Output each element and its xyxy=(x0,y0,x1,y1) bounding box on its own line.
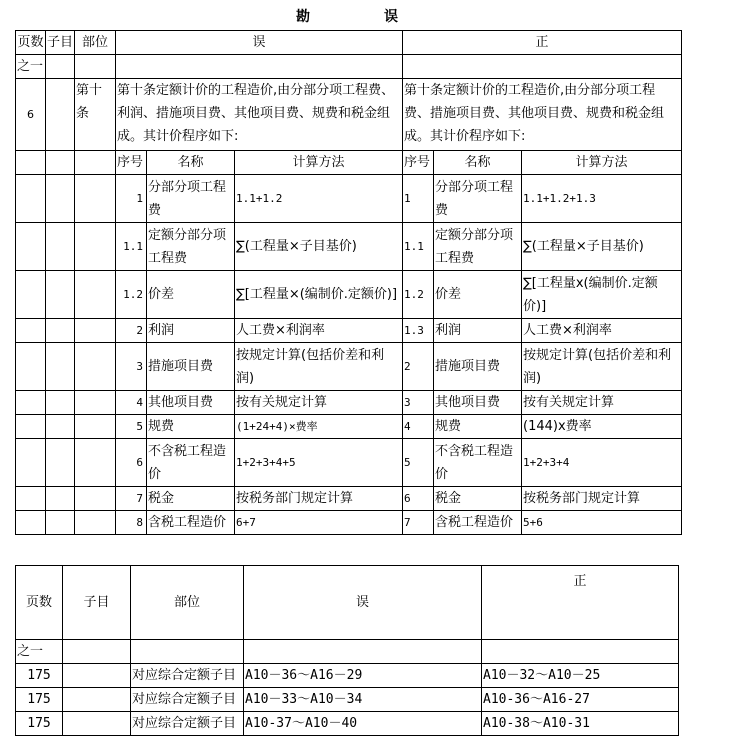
right-row-name: 价差 xyxy=(434,271,522,319)
wrong-row-name: 措施项目费 xyxy=(147,343,235,391)
empty-cell xyxy=(75,439,116,487)
header-sub: 子目 xyxy=(46,31,75,55)
right-row-method: 1.1+1.2+1.3 xyxy=(522,175,682,223)
empty-cell xyxy=(16,415,46,439)
empty-cell xyxy=(16,487,46,511)
empty-cell xyxy=(16,511,46,535)
wrong-row-no: 5 xyxy=(116,415,147,439)
wrong-row-no: 3 xyxy=(116,343,147,391)
calc-row xyxy=(16,223,682,271)
calc-row xyxy=(16,391,682,415)
clause-row xyxy=(16,79,682,151)
r-sub-method: 计算方法 xyxy=(522,151,682,175)
right-row-method: 5+6 xyxy=(522,511,682,535)
errata-table-1 xyxy=(15,30,682,535)
empty-cell xyxy=(75,415,116,439)
right-row-method: 按有关规定计算 xyxy=(522,391,682,415)
wrong-row-method: ∑[工程量×(编制价.定额价)] xyxy=(235,271,403,319)
t2-row-page: 175 xyxy=(16,664,63,688)
t2-row-right: A10-38～A10-31 xyxy=(482,712,679,736)
wrong-row-name: 利润 xyxy=(147,319,235,343)
empty-cell xyxy=(46,415,75,439)
right-row-method: 按规定计算(包括价差和利润) xyxy=(522,343,682,391)
t2-row-right: A10－32～A10－25 xyxy=(482,664,679,688)
empty-cell xyxy=(46,439,75,487)
wrong-row-no: 6 xyxy=(116,439,147,487)
t2-row-wrong: A10－36～A16－29 xyxy=(244,664,482,688)
empty-cell xyxy=(16,223,46,271)
title-char-1: 勘 xyxy=(296,9,310,25)
empty-cell xyxy=(46,391,75,415)
t2-row-right: A10-36～A16-27 xyxy=(482,688,679,712)
empty-cell xyxy=(75,343,116,391)
calc-row xyxy=(16,343,682,391)
empty-cell xyxy=(75,511,116,535)
page-title xyxy=(0,6,733,26)
t2-header-part: 部位 xyxy=(131,566,244,640)
header-wrong: 误 xyxy=(116,31,403,55)
right-row-method: ∑[工程量x(编制价.定额价)] xyxy=(522,271,682,319)
t2-row xyxy=(16,688,679,712)
right-row-method: 按税务部门规定计算 xyxy=(522,487,682,511)
empty-cell xyxy=(46,487,75,511)
wrong-row-name: 价差 xyxy=(147,271,235,319)
right-row-no: 6 xyxy=(403,487,434,511)
t2-row-wrong: A10－33～A10－34 xyxy=(244,688,482,712)
right-row-no: 3 xyxy=(403,391,434,415)
wrong-row-no: 1.1 xyxy=(116,223,147,271)
wrong-row-name: 含税工程造价 xyxy=(147,511,235,535)
wrong-row-no: 8 xyxy=(116,511,147,535)
group-row xyxy=(16,55,682,79)
wrong-row-name: 规费 xyxy=(147,415,235,439)
clause-right-text: 第十条定额计价的工程造价,由分部分项工程费、措施项目费、其他项目费、规费和税金组成。其计价程序如下: xyxy=(403,79,682,151)
empty-cell xyxy=(46,271,75,319)
t2-row-page: 175 xyxy=(16,688,63,712)
title-char-2: 误 xyxy=(384,9,398,25)
empty-cell xyxy=(75,271,116,319)
wrong-row-no: 4 xyxy=(116,391,147,415)
t2-header-row xyxy=(16,566,679,640)
wrong-row-no: 2 xyxy=(116,319,147,343)
wrong-row-name: 分部分项工程费 xyxy=(147,175,235,223)
wrong-row-method: 按有关规定计算 xyxy=(235,391,403,415)
t2-row-page: 175 xyxy=(16,712,63,736)
right-row-name: 其他项目费 xyxy=(434,391,522,415)
errata-table-2 xyxy=(15,565,679,736)
right-row-method: (144)x费率 xyxy=(522,415,682,439)
wrong-row-no: 7 xyxy=(116,487,147,511)
r-sub-no: 序号 xyxy=(403,151,434,175)
empty-cell xyxy=(75,223,116,271)
wrong-row-method: 1.1+1.2 xyxy=(235,175,403,223)
right-row-no: 5 xyxy=(403,439,434,487)
wrong-row-no: 1.2 xyxy=(116,271,147,319)
empty-cell xyxy=(75,487,116,511)
right-row-name: 利润 xyxy=(434,319,522,343)
right-row-name: 含税工程造价 xyxy=(434,511,522,535)
w-sub-method: 计算方法 xyxy=(235,151,403,175)
empty-cell xyxy=(75,319,116,343)
calc-row xyxy=(16,487,682,511)
t2-row-part: 对应综合定额子目 xyxy=(131,712,244,736)
right-row-name: 定额分部分项工程费 xyxy=(434,223,522,271)
wrong-row-name: 税金 xyxy=(147,487,235,511)
wrong-row-name: 定额分部分项工程费 xyxy=(147,223,235,271)
t2-row-wrong: A10-37～A10－40 xyxy=(244,712,482,736)
calc-row xyxy=(16,439,682,487)
wrong-row-method: 按税务部门规定计算 xyxy=(235,487,403,511)
right-row-name: 税金 xyxy=(434,487,522,511)
empty-cell xyxy=(75,175,116,223)
header-page: 页数 xyxy=(16,31,46,55)
header-row xyxy=(16,31,682,55)
wrong-row-method: 1+2+3+4+5 xyxy=(235,439,403,487)
right-row-method: 1+2+3+4 xyxy=(522,439,682,487)
empty-cell xyxy=(46,175,75,223)
right-row-name: 分部分项工程费 xyxy=(434,175,522,223)
header-part: 部位 xyxy=(75,31,116,55)
right-row-no: 1.2 xyxy=(403,271,434,319)
header-right: 正 xyxy=(403,31,682,55)
calc-row xyxy=(16,415,682,439)
right-row-no: 1.3 xyxy=(403,319,434,343)
sub-header-row xyxy=(16,151,682,175)
right-row-method: ∑(工程量×子目基价) xyxy=(522,223,682,271)
empty-cell xyxy=(16,271,46,319)
right-row-method: 人工费×利润率 xyxy=(522,319,682,343)
wrong-row-name: 其他项目费 xyxy=(147,391,235,415)
t2-row-part: 对应综合定额子目 xyxy=(131,688,244,712)
empty-cell xyxy=(46,223,75,271)
wrong-row-method: ∑(工程量×子目基价) xyxy=(235,223,403,271)
clause-page: 6 xyxy=(16,79,46,151)
t2-header-wrong: 误 xyxy=(244,566,482,640)
calc-row xyxy=(16,175,682,223)
right-row-no: 2 xyxy=(403,343,434,391)
t2-group-label: 之一 xyxy=(16,640,63,664)
calc-row xyxy=(16,319,682,343)
group-label: 之一 xyxy=(16,55,46,79)
right-row-no: 7 xyxy=(403,511,434,535)
clause-wrong-text: 第十条定额计价的工程造价,由分部分项工程费、利润、措施项目费、其他项目费、规费和税金组成。其计价程序如下: xyxy=(116,79,403,151)
wrong-row-no: 1 xyxy=(116,175,147,223)
w-sub-no: 序号 xyxy=(116,151,147,175)
wrong-row-method: 人工费×利润率 xyxy=(235,319,403,343)
w-sub-name: 名称 xyxy=(147,151,235,175)
t2-group-row xyxy=(16,640,679,664)
t2-row-part: 对应综合定额子目 xyxy=(131,664,244,688)
empty-cell xyxy=(46,343,75,391)
empty-cell xyxy=(16,391,46,415)
t2-header-sub: 子目 xyxy=(63,566,131,640)
empty-cell xyxy=(63,664,131,688)
empty-cell xyxy=(75,391,116,415)
empty-cell xyxy=(46,511,75,535)
empty-cell xyxy=(16,343,46,391)
wrong-row-method: 按规定计算(包括价差和利润) xyxy=(235,343,403,391)
right-row-name: 不含税工程造价 xyxy=(434,439,522,487)
wrong-row-name: 不含税工程造价 xyxy=(147,439,235,487)
empty-cell xyxy=(16,439,46,487)
right-row-name: 规费 xyxy=(434,415,522,439)
t2-header-page: 页数 xyxy=(16,566,63,640)
t2-row xyxy=(16,664,679,688)
right-row-no: 4 xyxy=(403,415,434,439)
right-row-no: 1.1 xyxy=(403,223,434,271)
empty-cell xyxy=(46,319,75,343)
right-row-no: 1 xyxy=(403,175,434,223)
wrong-row-method: (1+24+4)×费率 xyxy=(235,415,403,439)
t2-header-right: 正 xyxy=(482,566,679,640)
empty-cell xyxy=(16,319,46,343)
empty-cell xyxy=(63,712,131,736)
wrong-row-method: 6+7 xyxy=(235,511,403,535)
empty-cell xyxy=(16,175,46,223)
empty-cell xyxy=(63,688,131,712)
t2-row xyxy=(16,712,679,736)
calc-row xyxy=(16,271,682,319)
r-sub-name: 名称 xyxy=(434,151,522,175)
calc-row xyxy=(16,511,682,535)
right-row-name: 措施项目费 xyxy=(434,343,522,391)
clause-part: 第十条 xyxy=(75,79,116,151)
